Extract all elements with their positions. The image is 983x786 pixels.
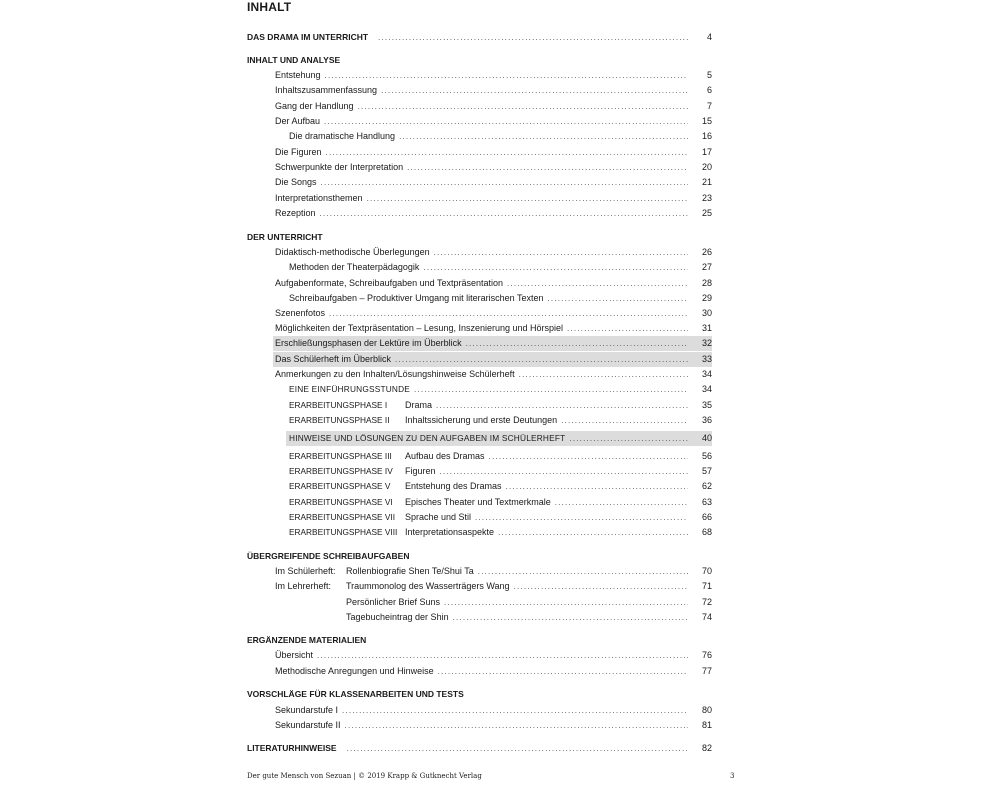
toc-entry-label: Traummonolog des Wasserträgers Wang (346, 581, 510, 591)
toc-leader (317, 648, 688, 663)
toc-page-number: 77 (701, 666, 712, 676)
toc-entry[interactable] (275, 595, 712, 610)
toc-entry[interactable] (289, 382, 712, 397)
toc-entry-label: Interpretationsthemen (275, 193, 363, 203)
toc-section-heading (247, 633, 712, 648)
toc-page-number: 76 (701, 650, 712, 660)
toc-entry[interactable] (275, 68, 712, 83)
toc-page-number: 35 (701, 400, 712, 410)
toc-entry[interactable] (275, 191, 712, 206)
toc-entry-label: LITERATURHINWEISE (247, 743, 337, 753)
toc-entry-label: HINWEISE UND LÖSUNGEN ZU DEN AUFGABEN IM SCHÜLERHEFT (289, 433, 566, 443)
toc-entry-label: Anmerkungen zu den Inhalten/Lösungshinweise Schülerheft (275, 369, 515, 379)
toc-entry[interactable] (289, 291, 712, 306)
page-number: 3 (730, 772, 735, 780)
toc-leader (342, 703, 688, 718)
toc-entry-prefix: ERARBEITUNGSPHASE I (289, 400, 388, 410)
toc-entry[interactable] (275, 664, 712, 679)
toc-entry-label: ÜBERGREIFENDE SCHREIBAUFGABEN (247, 551, 410, 561)
toc-leader (407, 160, 688, 175)
toc-entry-label: Die Songs (275, 177, 317, 187)
toc-page-number: 4 (706, 32, 712, 42)
toc-entry[interactable] (289, 510, 712, 525)
toc-entry-label: Entstehung des Dramas (405, 481, 502, 491)
toc-entry-label: DAS DRAMA IM UNTERRICHT (247, 32, 369, 42)
toc-entry[interactable] (289, 479, 712, 494)
toc-page-number: 23 (701, 193, 712, 203)
toc-page-number: 33 (701, 354, 712, 364)
toc-page-number: 72 (701, 597, 712, 607)
toc-entry-label: Figuren (405, 466, 436, 476)
toc-entry[interactable] (275, 648, 712, 663)
toc-entry[interactable] (275, 306, 712, 321)
toc-entry[interactable] (289, 260, 712, 275)
footer-credit: Der gute Mensch von Sezuan | © 2019 Krapp & Gutknecht Verlag (247, 772, 482, 780)
toc-page-number: 29 (701, 293, 712, 303)
toc-entry[interactable] (275, 175, 712, 190)
toc-page-number: 20 (701, 162, 712, 172)
toc-entry[interactable] (273, 352, 712, 367)
toc-entry-label: EINE EINFÜHRUNGSSTUNDE (289, 384, 411, 394)
toc-page-number: 28 (701, 278, 712, 288)
toc-leader (555, 495, 688, 510)
toc-entry[interactable] (247, 741, 712, 756)
toc-entry-label: INHALT UND ANALYSE (247, 55, 341, 65)
toc-leader (324, 114, 688, 129)
toc-entry-label: Die dramatische Handlung (289, 131, 396, 141)
toc-entry[interactable] (275, 160, 712, 175)
toc-page-number: 15 (701, 116, 712, 126)
toc-leader (444, 595, 688, 610)
toc-leader (423, 260, 688, 275)
toc-entry-prefix: ERARBEITUNGSPHASE VIII (289, 527, 398, 537)
toc-page-number: 63 (701, 497, 712, 507)
toc-entry-label: Tagebucheintrag der Shin (346, 612, 449, 622)
toc-entry[interactable] (289, 398, 712, 413)
toc-leader (358, 99, 688, 114)
toc-entry[interactable] (247, 30, 712, 45)
toc-leader (367, 191, 688, 206)
toc-entry-label: Persönlicher Brief Suns (346, 597, 441, 607)
toc-leader (567, 321, 688, 336)
toc-leader (440, 464, 688, 479)
toc-entry[interactable] (275, 145, 712, 160)
toc-entry[interactable] (275, 321, 712, 336)
toc-entry[interactable] (289, 129, 712, 144)
toc-leader (320, 206, 688, 221)
toc-section-heading (247, 230, 712, 245)
toc-entry-label: Schwerpunkte der Interpretation (275, 162, 404, 172)
toc-page-number: 57 (701, 466, 712, 476)
toc-page-number: 16 (701, 131, 712, 141)
toc-section-heading (247, 549, 712, 564)
toc-leader (329, 306, 688, 321)
toc-entry[interactable] (275, 564, 712, 579)
toc-page-number: 70 (701, 566, 712, 576)
toc-entry-label: DER UNTERRICHT (247, 232, 323, 242)
toc-entry-label: Das Schülerheft im Überblick (275, 354, 392, 364)
toc-entry[interactable] (289, 449, 712, 464)
toc-entry-label: Sprache und Stil (405, 512, 472, 522)
toc-leader (569, 431, 688, 446)
toc-leader (506, 479, 688, 494)
toc-entry[interactable] (275, 703, 712, 718)
toc-leader (414, 382, 688, 397)
toc-leader (466, 336, 688, 351)
toc-leader (399, 129, 688, 144)
toc-leader (326, 145, 688, 160)
toc-page-number: 7 (706, 101, 712, 111)
toc-entry[interactable] (275, 99, 712, 114)
toc-entry[interactable] (275, 276, 712, 291)
toc-leader (347, 741, 688, 756)
toc-entry-label: Der Aufbau (275, 116, 321, 126)
toc-entry-label: Rezeption (275, 208, 316, 218)
toc-entry[interactable] (289, 464, 712, 479)
toc-entry[interactable] (275, 206, 712, 221)
toc-entry-label: Didaktisch-methodische Überlegungen (275, 247, 430, 257)
toc-page-number: 21 (701, 177, 712, 187)
toc-entry-label: Methodische Anregungen und Hinweise (275, 666, 434, 676)
toc-page-number: 6 (706, 85, 712, 95)
toc-entry[interactable] (275, 579, 712, 594)
toc-leader (345, 718, 688, 733)
toc-entry-prefix: ERARBEITUNGSPHASE II (289, 415, 390, 425)
toc-page-number: 74 (701, 612, 712, 622)
toc-page-number: 66 (701, 512, 712, 522)
toc-leader (434, 245, 688, 260)
toc-page-number: 27 (701, 262, 712, 272)
toc-entry-label: Übersicht (275, 650, 314, 660)
toc-leader (381, 83, 688, 98)
toc-page-number: 17 (701, 147, 712, 157)
toc-page-number: 26 (701, 247, 712, 257)
toc-leader (453, 610, 688, 625)
toc-page-number: 81 (701, 720, 712, 730)
toc-entry-prefix: ERARBEITUNGSPHASE IV (289, 466, 393, 476)
toc-page-number: 56 (701, 451, 712, 461)
toc-leader (519, 367, 688, 382)
toc-page-number: 62 (701, 481, 712, 491)
toc-leader (498, 525, 688, 540)
toc-entry[interactable] (289, 413, 712, 428)
toc-leader (378, 30, 688, 45)
toc-page-number: 31 (701, 323, 712, 333)
toc-entry[interactable] (286, 431, 712, 446)
toc-page-number: 68 (701, 527, 712, 537)
toc-entry-label: Möglichkeiten der Textpräsentation – Lesung, Inszenierung und Hörspiel (275, 323, 564, 333)
toc-page-number: 25 (701, 208, 712, 218)
toc-page-number: 80 (701, 705, 712, 715)
toc-entry-label: Rollenbiografie Shen Te/Shui Ta (346, 566, 474, 576)
toc-entry-label: Schreibaufgaben – Produktiver Umgang mit literarischen Texten (289, 293, 544, 303)
toc-leader (436, 398, 688, 413)
toc-entry-label: Gang der Handlung (275, 101, 354, 111)
toc-section-heading (247, 53, 712, 68)
toc-leader (507, 276, 688, 291)
toc-entry[interactable] (275, 83, 712, 98)
toc-page-number: 71 (701, 581, 712, 591)
toc-page-number: 40 (701, 433, 712, 443)
toc-page-number: 34 (701, 369, 712, 379)
toc-leader (561, 413, 688, 428)
toc-leader (489, 449, 688, 464)
toc-entry-label: Aufbau des Dramas (405, 451, 485, 461)
toc-entry[interactable] (273, 336, 712, 351)
toc-section-heading (247, 687, 712, 702)
toc-entry-label: Aufgabenformate, Schreibaufgaben und Textpräsentation (275, 278, 503, 288)
toc-entry-label: ERGÄNZENDE MATERIALIEN (247, 635, 367, 645)
toc-entry-prefix: ERARBEITUNGSPHASE VII (289, 512, 396, 522)
toc-entry-label: Erschließungsphasen der Lektüre im Überblick (275, 338, 462, 348)
toc-entry[interactable] (275, 114, 712, 129)
toc-entry-label: Inhaltssicherung und erste Deutungen (405, 415, 558, 425)
toc-page-number: 5 (706, 70, 712, 80)
toc-entry[interactable] (275, 718, 712, 733)
toc-leader (395, 352, 688, 367)
toc-page-number: 82 (701, 743, 712, 753)
toc-entry-label: Inhaltszusammenfassung (275, 85, 378, 95)
toc-entry-label: Szenenfotos (275, 308, 326, 318)
toc-leader (325, 68, 688, 83)
toc-entry-label: VORSCHLÄGE FÜR KLASSENARBEITEN UND TESTS (247, 689, 464, 699)
toc-entry-prefix: ERARBEITUNGSPHASE V (289, 481, 391, 491)
toc-entry-prefix: Im Schülerheft: (275, 566, 336, 576)
toc-leader (514, 579, 688, 594)
toc-entry-label: Drama (405, 400, 433, 410)
toc-entry[interactable] (275, 610, 712, 625)
toc-entry-label: Sekundarstufe I (275, 705, 339, 715)
toc-leader (438, 664, 688, 679)
toc-page-number: 32 (701, 338, 712, 348)
toc-entry-label: Sekundarstufe II (275, 720, 341, 730)
toc-entry-label: Die Figuren (275, 147, 322, 157)
page-title: INHALT (247, 0, 292, 14)
toc-page-number: 30 (701, 308, 712, 318)
toc-leader (478, 564, 688, 579)
toc-entry-label: Methoden der Theaterpädagogik (289, 262, 420, 272)
toc-entry-prefix: Im Lehrerheft: (275, 581, 332, 591)
toc-entry[interactable] (289, 525, 712, 540)
toc-page-number: 36 (701, 415, 712, 425)
toc-entry-label: Interpretationsaspekte (405, 527, 495, 537)
toc-leader (547, 291, 688, 306)
toc-entry-label: Entstehung (275, 70, 321, 80)
toc-entry-prefix: ERARBEITUNGSPHASE III (289, 451, 392, 461)
toc-leader (321, 175, 688, 190)
toc-entry[interactable] (275, 367, 712, 382)
toc-entry[interactable] (275, 245, 712, 260)
toc-leader (475, 510, 688, 525)
toc-entry-prefix: ERARBEITUNGSPHASE VI (289, 497, 393, 507)
toc-entry[interactable] (289, 495, 712, 510)
toc-entry-label: Episches Theater und Textmerkmale (405, 497, 551, 507)
toc-page-number: 34 (701, 384, 712, 394)
